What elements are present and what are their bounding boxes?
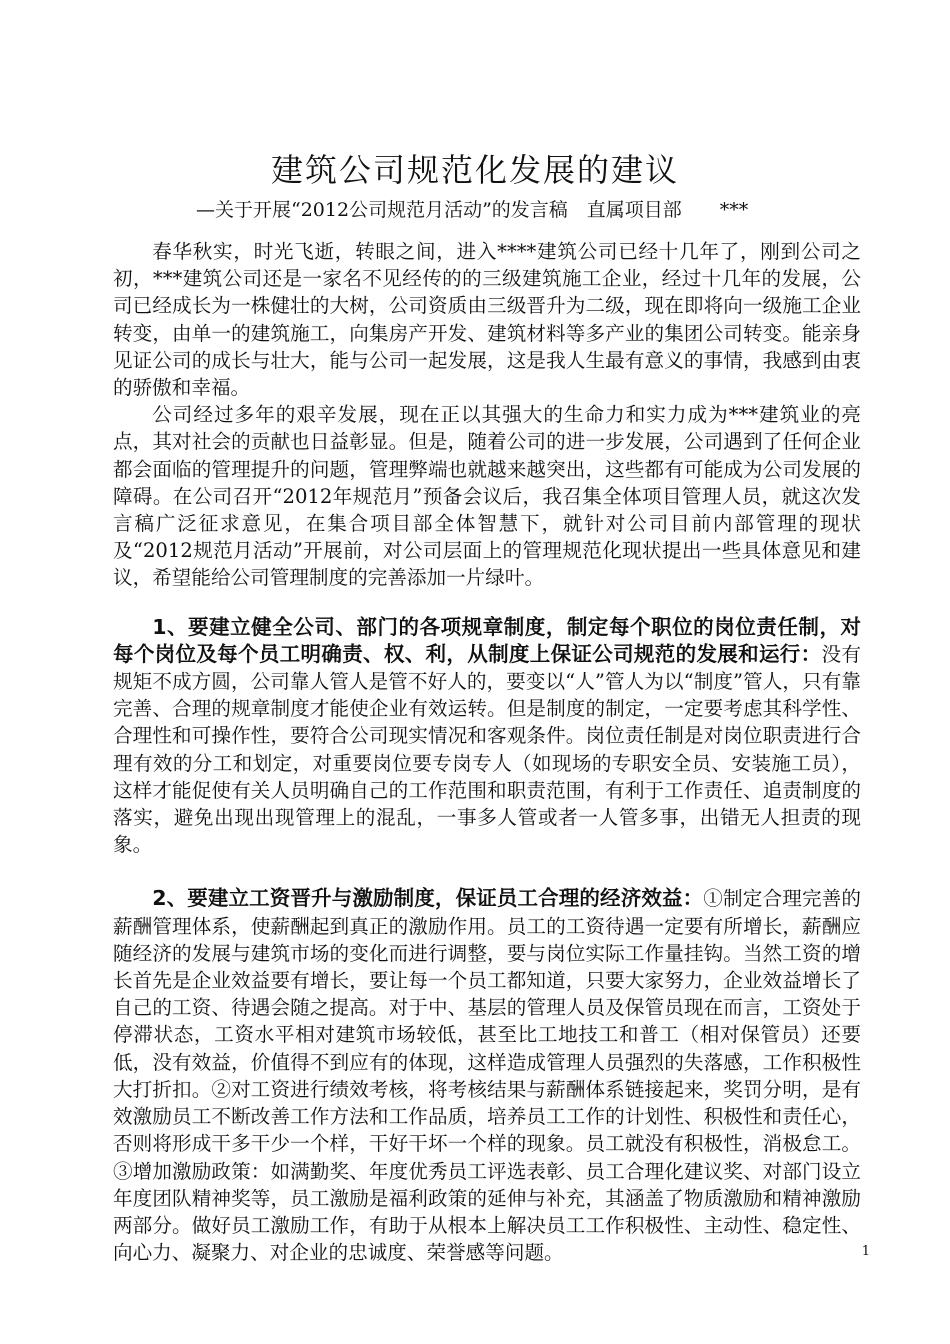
section-paragraph [113,614,861,859]
section-heading: 1、要建立健全公司、部门的各项规章制度，制定每个职位的岗位责任制，对每个岗位及每个员工明确责、权、利，从制度上保证公司规范的发展和运行： [113,614,861,666]
document-title: 建筑公司规范化发展的建议 [270,151,679,190]
section-heading: 2、要建立工资晋升与激励制度，保证员工合理的经济效益： [152,886,704,911]
document-body [113,238,861,1266]
intro-paragraph: 春华秋实，时光飞逝，转眼之间，进入****建筑公司已经十几年了，刚到公司之初，***建筑公司还是一家名不见经传的的三级建筑施工企业，经过十几年的发展，公司已经成长为一株健壮的大树，公司资质由三级晋升为二级，现在即将向一级施工企业转变，由单一的建筑施工，向集房产开发、建筑材料等多产业的集团公司转变。能亲身见证公司的成长与壮大，能与公司一起发展，这是我人生最有意义的事情，我感到由衷的骄傲和幸福。 [113,240,861,400]
section-body: 没有规矩不成方圆，公司靠人管人是管不好人的，要变以“人”管人为以“制度”管人，只有靠完善、合理的规章制度才能使企业有效运转。但是制度的制定，一定要考虑其科学性、合理性和可操作性，要符合公司现实情况和客观条件。岗位责任制是对岗位职责进行合理有效的分工和划定，对重要岗位要专岗专人（如现场的专职安全员、安装施工员），这样才能促使有关人员明确自己的工作范围和职责范围，有利于工作责任、追责制度的落实，避免出现出现管理上的混乱，一事多人管或者一人管多事，出错无人担责的现象。 [113,642,862,857]
page-number: 1 [861,1244,870,1259]
intro-paragraph: 公司经过多年的艰辛发展，现在正以其强大的生命力和实力成为***建筑业的亮点，其对社会的贡献也日益彰显。但是，随着公司的进一步发展，公司遇到了任何企业都会面临的管理提升的问题，管理弊端也就越来越突出，这些都有可能成为公司发展的障碍。在公司召开“2012年规范月”预备会议后，我召集全体项目管理人员，就这次发言稿广泛征求意见，在集合项目部全体智慧下，就针对公司目前内部管理的现状及“2012规范月活动”开展前，对公司层面上的管理规范化现状提出一些具体意见和建议，希望能给公司管理制度的完善添加一片绿叶。 [113,403,861,590]
section-paragraph [113,885,861,1266]
section-body: ①制定合理完善的薪酬管理体系，使薪酬起到真正的激励作用。员工的工资待遇一定要有所增长，薪酬应随经济的发展与建筑市场的变化而进行调整，要与岗位实际工作量挂钩。当然工资的增长首先是企业效益要有增长，要让每一个员工都知道，只要大家努力，企业效益增长了自己的工资、待遇会随之提高。对于中、基层的管理人员及保管员现在而言，工资处于停滞状态，工资水平相对建筑市场较低，甚至比工地技工和普工（相对保管员）还要低，没有效益，价值得不到应有的体现，这样造成管理人员强烈的失落感，工作积极性大打折扣。②对工资进行绩效考核，将考核结果与薪酬体系链接起来，奖罚分明，是有效激励员工不断改善工作方法和工作品质，培养员工工作的计划性、积极性和责任心，否则将形成干多干少一个样，干好干坏一个样的现象。员工就没有积极性，消极怠工。③增加激励政策：如满勤奖、年度优秀员工评选表彰、员工合理化建议奖、对部门设立年度团队精神奖等，员工激励是福利政策的延伸与补充，其涵盖了物质激励和精神激励两部分。做好员工激励工作，有助于从根本上解决员工工作积极性、主动性、稳定性、向心力、凝聚力、对企业的忠诚度、荣誉感等问题。 [113,887,862,1265]
document-subtitle: —关于开展“2012公司规范月活动”的发言稿 直属项目部 *** [196,199,749,221]
